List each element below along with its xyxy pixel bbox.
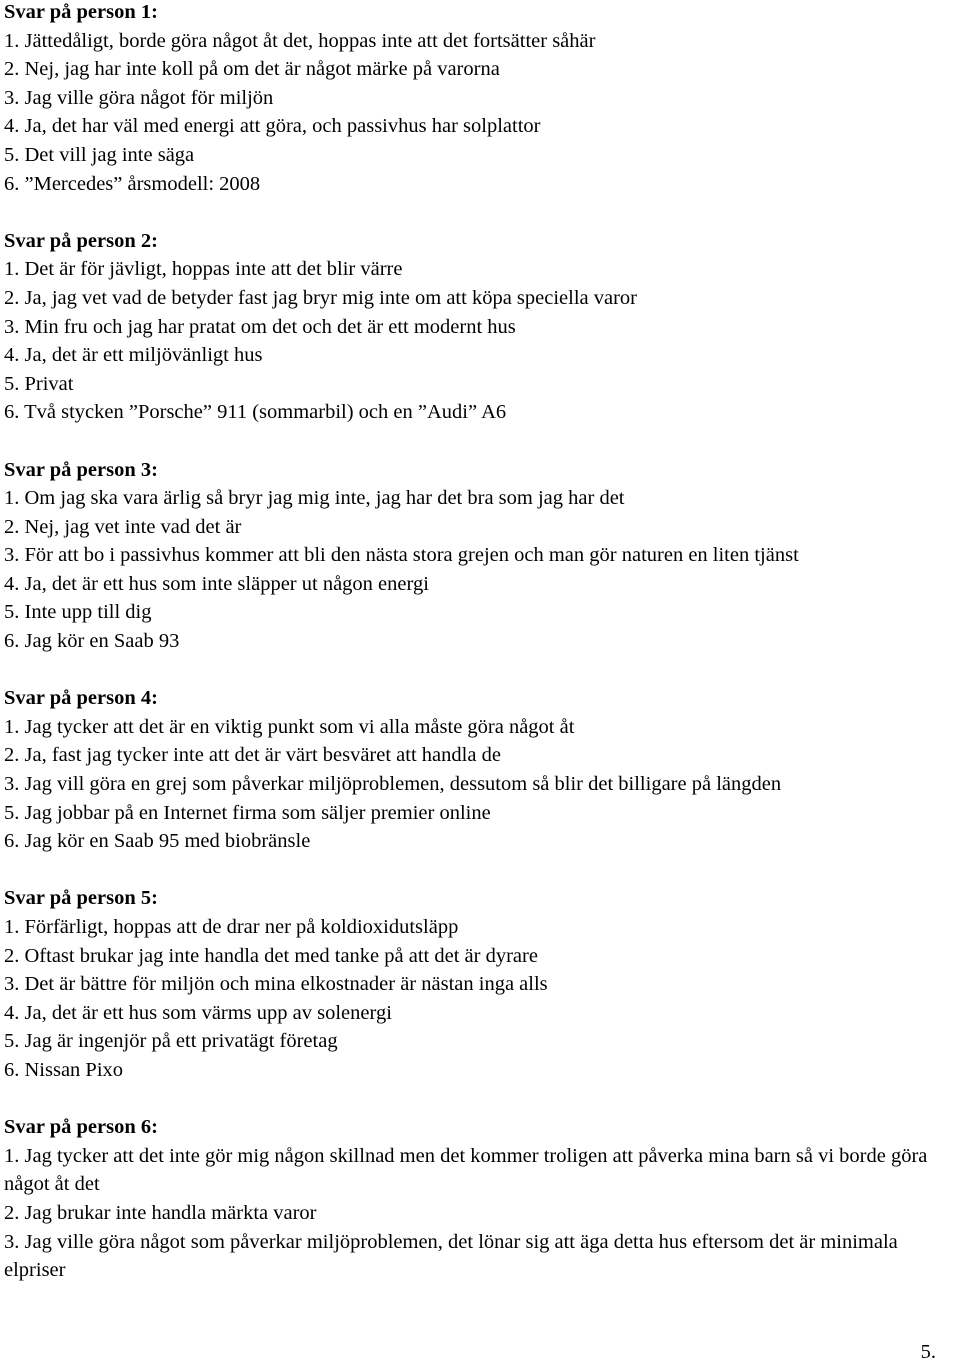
- answer-item: 2. Nej, jag vet inte vad det är: [4, 515, 242, 538]
- answer-item: 2. Ja, fast jag tycker inte att det är värt besväret att handla de: [4, 744, 501, 767]
- section-heading: Svar på person 1:: [4, 1, 158, 23]
- answer-item: 6. Jag kör en Saab 93: [4, 630, 180, 653]
- document-content: [4, 0, 958, 1313]
- answer-item: 4. Ja, det är ett miljövänligt hus: [4, 344, 263, 367]
- answer-list: [4, 913, 958, 1085]
- answer-item: 3. Jag ville göra något för miljön: [4, 86, 274, 109]
- answer-section-person-2: [4, 227, 958, 427]
- answer-item: 3. Jag ville göra något som påverkar miljöproblemen, det lönar sig att äga detta hus eftersom det är minimala elpriser: [4, 1230, 898, 1282]
- answer-item: 3. Min fru och jag har pratat om det och det är ett modernt hus: [4, 315, 516, 338]
- section-heading: Svar på person 6:: [4, 1116, 158, 1139]
- answer-item: 1. Förfärligt, hoppas att de drar ner på koldioxidutsläpp: [4, 916, 459, 938]
- answer-list: [4, 255, 958, 427]
- answer-item: 6. Nissan Pixo: [4, 1058, 124, 1081]
- answer-item: 1. Jättedåligt, borde göra något åt det, hoppas inte att det fortsätter såhär: [4, 29, 596, 52]
- answer-item: 6. Jag kör en Saab 95 med biobränsle: [4, 830, 311, 853]
- answer-item: 1. Om jag ska vara ärlig så bryr jag mig inte, jag har det bra som jag har det: [4, 487, 625, 510]
- section-heading: Svar på person 5:: [4, 887, 158, 910]
- page-number: 5.: [920, 1341, 936, 1363]
- answer-item: 5. Privat: [4, 372, 74, 395]
- section-heading: Svar på person 2:: [4, 229, 158, 252]
- answer-section-person-1: [4, 0, 958, 198]
- section-heading: Svar på person 3:: [4, 458, 158, 481]
- answer-item: 5. Jag jobbar på en Internet firma som säljer premier online: [4, 801, 491, 824]
- answer-section-person-4: [4, 684, 958, 856]
- answer-item: 1. Det är för jävligt, hoppas inte att det blir värre: [4, 258, 403, 281]
- answer-list: [4, 713, 958, 856]
- answer-item: 5. Det vill jag inte säga: [4, 143, 195, 166]
- answer-list: [4, 1142, 958, 1285]
- answer-section-person-3: [4, 456, 958, 656]
- section-heading: Svar på person 4:: [4, 687, 158, 710]
- answer-item: 2. Jag brukar inte handla märkta varor: [4, 1201, 317, 1224]
- answer-item: 3. Jag vill göra en grej som påverkar miljöproblemen, dessutom så blir det billigare på längden: [4, 773, 782, 796]
- answer-list: [4, 27, 958, 199]
- answer-item: 5. Inte upp till dig: [4, 601, 152, 624]
- answer-item: 4. Ja, det är ett hus som inte släpper ut någon energi: [4, 572, 429, 595]
- answer-item: 4. Ja, det är ett hus som värms upp av solenergi: [4, 1001, 392, 1024]
- answer-item: 2. Nej, jag har inte koll på om det är något märke på varorna: [4, 58, 500, 81]
- answer-list: [4, 484, 958, 656]
- answer-section-person-5: [4, 884, 958, 1084]
- answer-section-person-6: [4, 1113, 958, 1285]
- answer-item: 3. Det är bättre för miljön och mina elkostnader är nästan inga alls: [4, 973, 548, 996]
- answer-item: 6. Två stycken ”Porsche” 911 (sommarbil) och en ”Audi” A6: [4, 401, 507, 424]
- answer-item: 5. Jag är ingenjör på ett privatägt företag: [4, 1030, 338, 1053]
- answer-item: 2. Oftast brukar jag inte handla det med tanke på att det är dyrare: [4, 944, 538, 967]
- answer-item: 4. Ja, det har väl med energi att göra, och passivhus har solplattor: [4, 115, 541, 138]
- answer-item: 1. Jag tycker att det är en viktig punkt som vi alla måste göra något åt: [4, 715, 575, 738]
- answer-item: 1. Jag tycker att det inte gör mig någon skillnad men det kommer troligen att påverka mina barn så vi borde göra något åt det: [4, 1144, 928, 1196]
- answer-item: 3. För att bo i passivhus kommer att bli den nästa stora grejen och man gör naturen en liten tjänst: [4, 544, 799, 567]
- answer-item: 6. ”Mercedes” årsmodell: 2008: [4, 172, 261, 195]
- answer-item: 2. Ja, jag vet vad de betyder fast jag bryr mig inte om att köpa speciella varor: [4, 286, 638, 309]
